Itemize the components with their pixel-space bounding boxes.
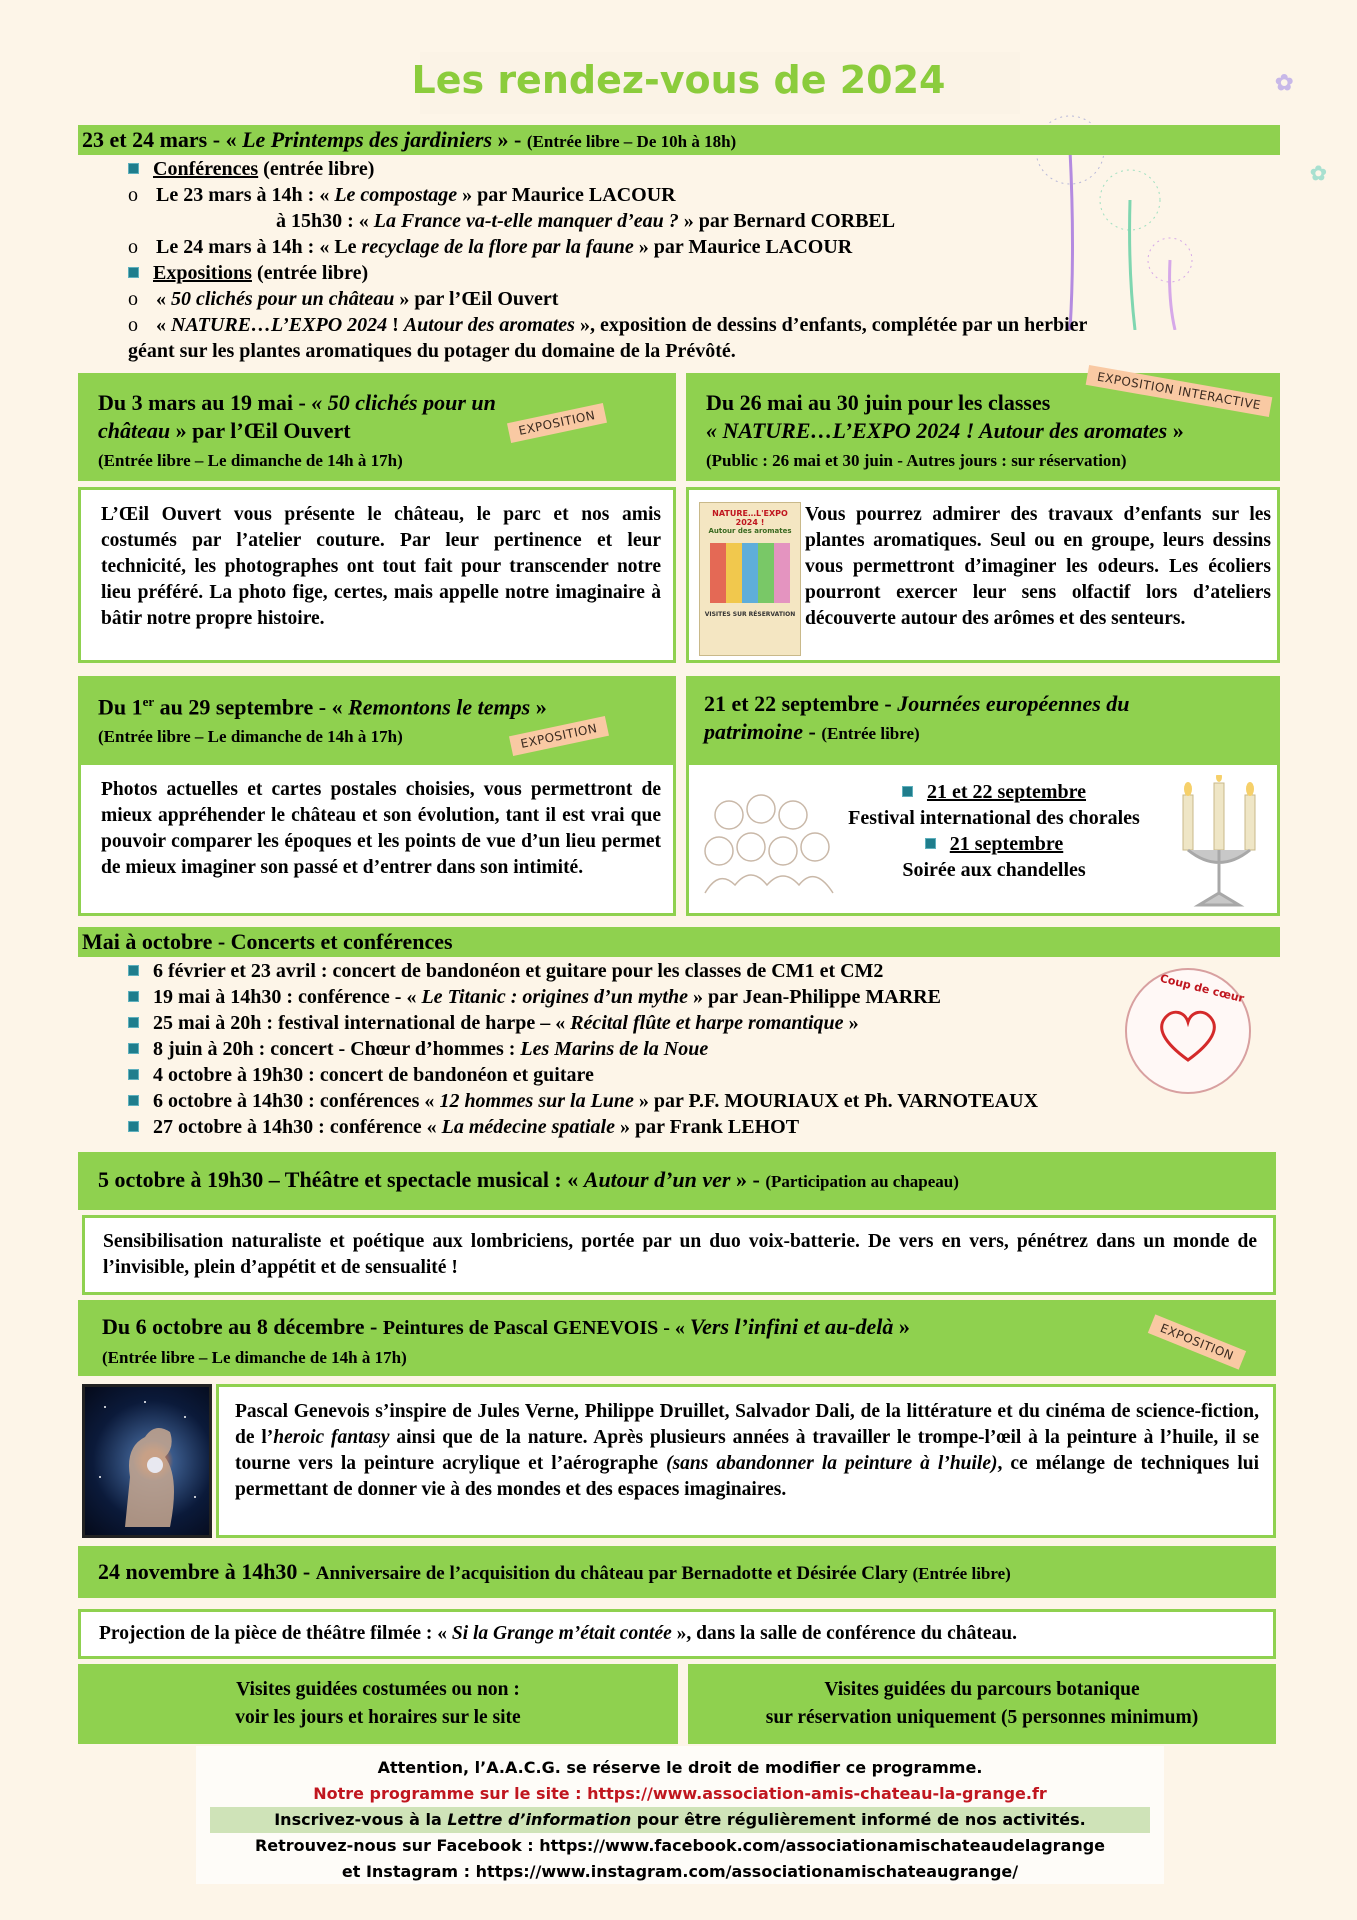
text: » - [730,1167,766,1192]
anniv-header [78,1546,1276,1598]
text: (Entrée libre – Le dimanche de 14h à 17h) [98,451,403,470]
expo-poster [699,502,801,656]
text: 25 mai à 20h : festival international de harpe – « [153,1012,571,1034]
candelabra-icon [1169,775,1269,915]
text: Si la Grange m’était contée [451,1623,672,1644]
spring-bar [78,125,1280,155]
text: Autour des aromates [403,314,575,336]
block3-header [78,676,676,762]
visits-right [688,1664,1276,1744]
text: » [893,1314,910,1339]
text: voir les jours et horaires sur le site [235,1707,521,1728]
chorales-text [839,779,1149,883]
list-item [276,210,895,233]
poster-plants [710,543,790,603]
text: (Public : 26 mai et 30 juin - Autres jours : sur réservation) [706,451,1127,470]
bullet-icon [925,838,936,849]
spring-note: (Entrée libre – De 10h à 18h) [526,132,737,151]
expo-note: (entrée libre) [251,262,369,284]
coup-de-coeur-badge [1125,968,1251,1094]
circle-bullet-icon: o [128,288,138,310]
bullet-icon [128,1095,139,1106]
poster-footer: VISITES SUR RÉSERVATION [704,611,796,618]
text: La médecine spatiale [441,1116,615,1138]
creature-silhouette [85,1387,209,1535]
text: à 15h30 : « [276,210,374,232]
bullet-icon [128,991,139,1002]
paint-text [235,1399,1259,1503]
text: 24 novembre à 14h30 - [98,1559,316,1584]
block2-header [686,369,1280,481]
bullet-icon [128,163,139,174]
concert-item [128,1038,708,1061]
text: Festival international des chorales [848,807,1140,829]
exposition-stamp: EXPOSITION [507,403,607,443]
text: Photos actuelles et cartes postales choisies, vous permettront de mieux appréhender le château et son évolution, tant il est vrai que pouvoir comparer les époques et les points de vue d’un lieu permet de mieux imaginer son passé et d’entrer dans son intimité. [101,779,661,878]
visits-left [78,1664,678,1744]
concert-item [128,1090,1038,1113]
text: recyclage de la flore par la faune [361,236,634,258]
text: » par l’Œil Ouvert [170,418,351,443]
text: « 50 clichés pour un [311,390,496,415]
text: » par Maurice LACOUR [633,236,853,258]
anniv-body [78,1609,1276,1659]
text: Vers l’infini et au-delà [689,1314,894,1339]
theatre-body [82,1215,1276,1295]
bullet-icon [902,786,913,797]
text: Le compostage [334,184,458,206]
concert-item [128,1012,859,1035]
quote: « [225,127,243,152]
block4-body [686,762,1280,916]
text: Du 3 mars au 19 mai - [98,390,312,415]
text: Le 24 mars à 14h : « Le [156,236,362,258]
bullet-icon [128,1043,139,1054]
spring-name: Le Printemps des jardiniers [242,127,493,152]
badge-label: Coup de cœur [1158,971,1246,1006]
list-item [128,314,1087,337]
bullet-icon [128,1069,139,1080]
text: », dans la salle de conférence du château. [671,1623,1018,1644]
text: Du 1 [98,694,143,720]
text: Anniversaire de l’acquisition du château par Bernadotte et Désirée Clary [315,1563,913,1584]
text: ! [392,314,404,336]
text: » par Bernard CORBEL [678,210,896,232]
text: heroic fantasy [273,1427,390,1448]
spring-date: 23 et 24 mars - [82,127,226,152]
text: Peintures de Pascal GENEVOIS - « [382,1317,690,1339]
text: - [803,719,822,744]
bullet-icon [128,1121,139,1132]
text: Autour d’un ver [583,1167,731,1192]
text: » [530,694,547,720]
list-item [128,184,676,207]
text: Le Titanic : origines d’un mythe [421,986,688,1008]
list-item [128,158,374,181]
concert-item [128,986,941,1009]
text: pour être régulièrement informé de nos activités. [631,1810,1086,1829]
text: 50 clichés pour un château [171,288,395,310]
list-item [128,262,368,285]
exposition-stamp: EXPOSITION [509,716,609,756]
text: 27 octobre à 14h30 : conférence « [153,1116,442,1138]
text: Le 23 mars à 14h : « [156,184,335,206]
text: 21 et 22 septembre - [704,691,898,716]
program-link[interactable]: Notre programme sur le site : https://www.association-amis-chateau-la-grange.fr [313,1784,1047,1803]
text: er [142,694,155,709]
text: » par P.F. MOURIAUX et Ph. VARNOTEAUX [633,1090,1039,1112]
text: « [156,288,171,310]
list-item [128,236,852,259]
choir-illustration [699,785,839,895]
block3-body [78,762,676,916]
concerts-bar [78,927,1280,957]
conf-note: (entrée libre) [258,158,375,180]
text: » par Jean-Philippe MARRE [687,986,941,1008]
text: Remontons le temps [348,694,531,720]
text: Visites guidées du parcours botanique [824,1679,1140,1700]
text: 12 hommes sur la Lune [439,1090,634,1112]
circle-bullet-icon: o [128,314,138,336]
paint-body [216,1384,1276,1538]
text: Les Marins de la Noue [520,1038,709,1060]
text: ainsi que de la nature. Après plusieurs années à travailler le trompe-l’œil à la peinture à l’huile, il se tourne vers la peinture acrylique et l’aérographe [235,1427,1259,1474]
concert-item [128,1116,799,1139]
text: « [156,314,171,336]
text: » par Maurice LACOUR [457,184,676,206]
exposition-stamp: EXPOSITION [1148,1314,1246,1369]
page-title: Les rendez-vous de 2024 [411,58,946,102]
text: 21 et 22 septembre [926,781,1087,803]
instagram-link[interactable]: et Instagram : https://www.instagram.com/associationamischateaugrange/ [341,1862,1019,1881]
text: , ce mélange de techniques lui permettant de donner vie à des mondes et des espaces imaginaires. [235,1453,1259,1500]
text: La France va-t-elle manquer d’eau ? [373,210,679,232]
text: Visites guidées costumées ou non : [236,1679,520,1700]
poster-title: NATURE…L'EXPO 2024 ! [712,509,788,527]
text: Inscrivez-vous à la [274,1810,448,1829]
block4-header [686,676,1280,762]
text: Projection de la pièce de théâtre filmée : « [99,1623,452,1644]
conf-label: Conférences [153,158,259,180]
text: 8 juin à 20h : concert - Chœur d’hommes : [153,1038,521,1060]
svg-text:✿: ✿ [1275,70,1294,95]
text: », exposition de dessins d’enfants, complétée par un herbier [574,314,1088,336]
text: (Entrée libre – Le dimanche de 14h à 17h) [98,727,403,747]
text: « NATURE…L’EXPO 2024 ! Autour des aromates [706,418,1168,443]
footer-warning: Attention, l’A.A.C.G. se réserve le droit de modifier ce programme. [377,1758,983,1777]
newsletter-line [210,1807,1150,1833]
bullet-icon [128,965,139,976]
bullet-icon [128,1017,139,1028]
text: » [843,1012,859,1034]
text: Soirée aux chandelles [902,859,1086,881]
dandelion-decoration [1010,70,1330,330]
text: géant sur les plantes aromatiques du potager du domaine de la Prévôté. [128,340,736,362]
concert-item [128,960,883,983]
newsletter-link[interactable]: Lettre d’information [447,1810,632,1829]
text: (sans abandonner la peinture à l’huile) [666,1453,998,1474]
text: 21 septembre [949,833,1064,855]
text: patrimoine [704,719,804,744]
text: L’Œil Ouvert vous présente le château, le parc et nos amis costumés par l’atelier couture. Par leur pertinence et leur technicité, les photographes ont tout fait pour transcender notre lieu préféré. La photo fige, certes, mais appelle notre imaginaire à bâtir notre propre histoire. [101,504,661,629]
list-item [128,288,558,311]
text: Du 26 mai au 30 juin pour les classes [706,390,1051,415]
painting-image [82,1384,212,1538]
text: » [1167,418,1184,443]
text: (Entrée libre) [821,724,920,743]
text: Vous pourrez admirer des travaux d’enfants sur les plantes aromatiques. Seul ou en groupe, leurs dessins vous permettront d’imaginer les odeurs. Les écoliers pourront exercer leur sens olfactif lors d’ateliers découverte autour des arômes et des senteurs. [805,504,1271,629]
expo-label: Expositions [153,262,252,284]
text: 4 octobre à 19h30 : concert de bandonéon et guitare [153,1064,594,1086]
interactive-stamp: EXPOSITION INTERACTIVE [1086,365,1273,417]
circle-bullet-icon: o [128,236,138,258]
poster-subtitle: Autour des aromates [708,527,792,535]
text: château [98,418,171,443]
paint-header [78,1300,1276,1376]
footer [196,1746,1164,1884]
concert-item [128,1064,594,1087]
circle-bullet-icon: o [128,184,138,206]
text: (Participation au chapeau) [765,1172,959,1191]
text: 6 février et 23 avril : concert de bandonéon et guitare pour les classes de CM1 et CM2 [153,960,884,982]
text: au 29 septembre - « [154,694,349,720]
text: NATURE…L’EXPO 2024 [171,314,393,336]
heart-icon [1155,1002,1221,1068]
text: Sensibilisation naturaliste et poétique aux lombriciens, portée par un duo voix-batterie. De vers en vers, pénétrez dans un monde de l’invisible, plein d’appétit et de sensualité ! [103,1231,1257,1278]
quote: » - [492,127,527,152]
concerts-title: Mai à octobre - Concerts et conférences [82,929,453,954]
text: 5 octobre à 19h30 – Théâtre et spectacle musical : « [98,1167,584,1192]
text: » par l’Œil Ouvert [394,288,559,310]
bullet-icon [128,267,139,278]
svg-text:✿: ✿ [1310,163,1327,185]
text: Pascal Genevois s’inspire de Jules Verne, Philippe Druillet, Salvador Dali, de la littérature et du cinéma de science-fiction, de l’ [235,1401,1259,1448]
theatre-header [78,1152,1276,1210]
text: (Entrée libre) [912,1564,1011,1583]
text: sur réservation uniquement (5 personnes minimum) [765,1707,1199,1728]
text: Journées européennes du [897,691,1130,716]
text: 6 octobre à 14h30 : conférences « [153,1090,440,1112]
facebook-link[interactable]: Retrouvez-nous sur Facebook : https://www.facebook.com/associationamischateaudelagrange [254,1836,1106,1855]
text: » par Frank LEHOT [614,1116,800,1138]
text: (Entrée libre – Le dimanche de 14h à 17h) [102,1348,407,1367]
block2-body [686,487,1280,663]
list-item [128,340,736,363]
text: 19 mai à 14h30 : conférence - « [153,986,422,1008]
block1-header [78,373,676,481]
block1-body [78,487,676,663]
text: Du 6 octobre au 8 décembre - [102,1314,383,1339]
text: Récital flûte et harpe romantique [570,1012,844,1034]
